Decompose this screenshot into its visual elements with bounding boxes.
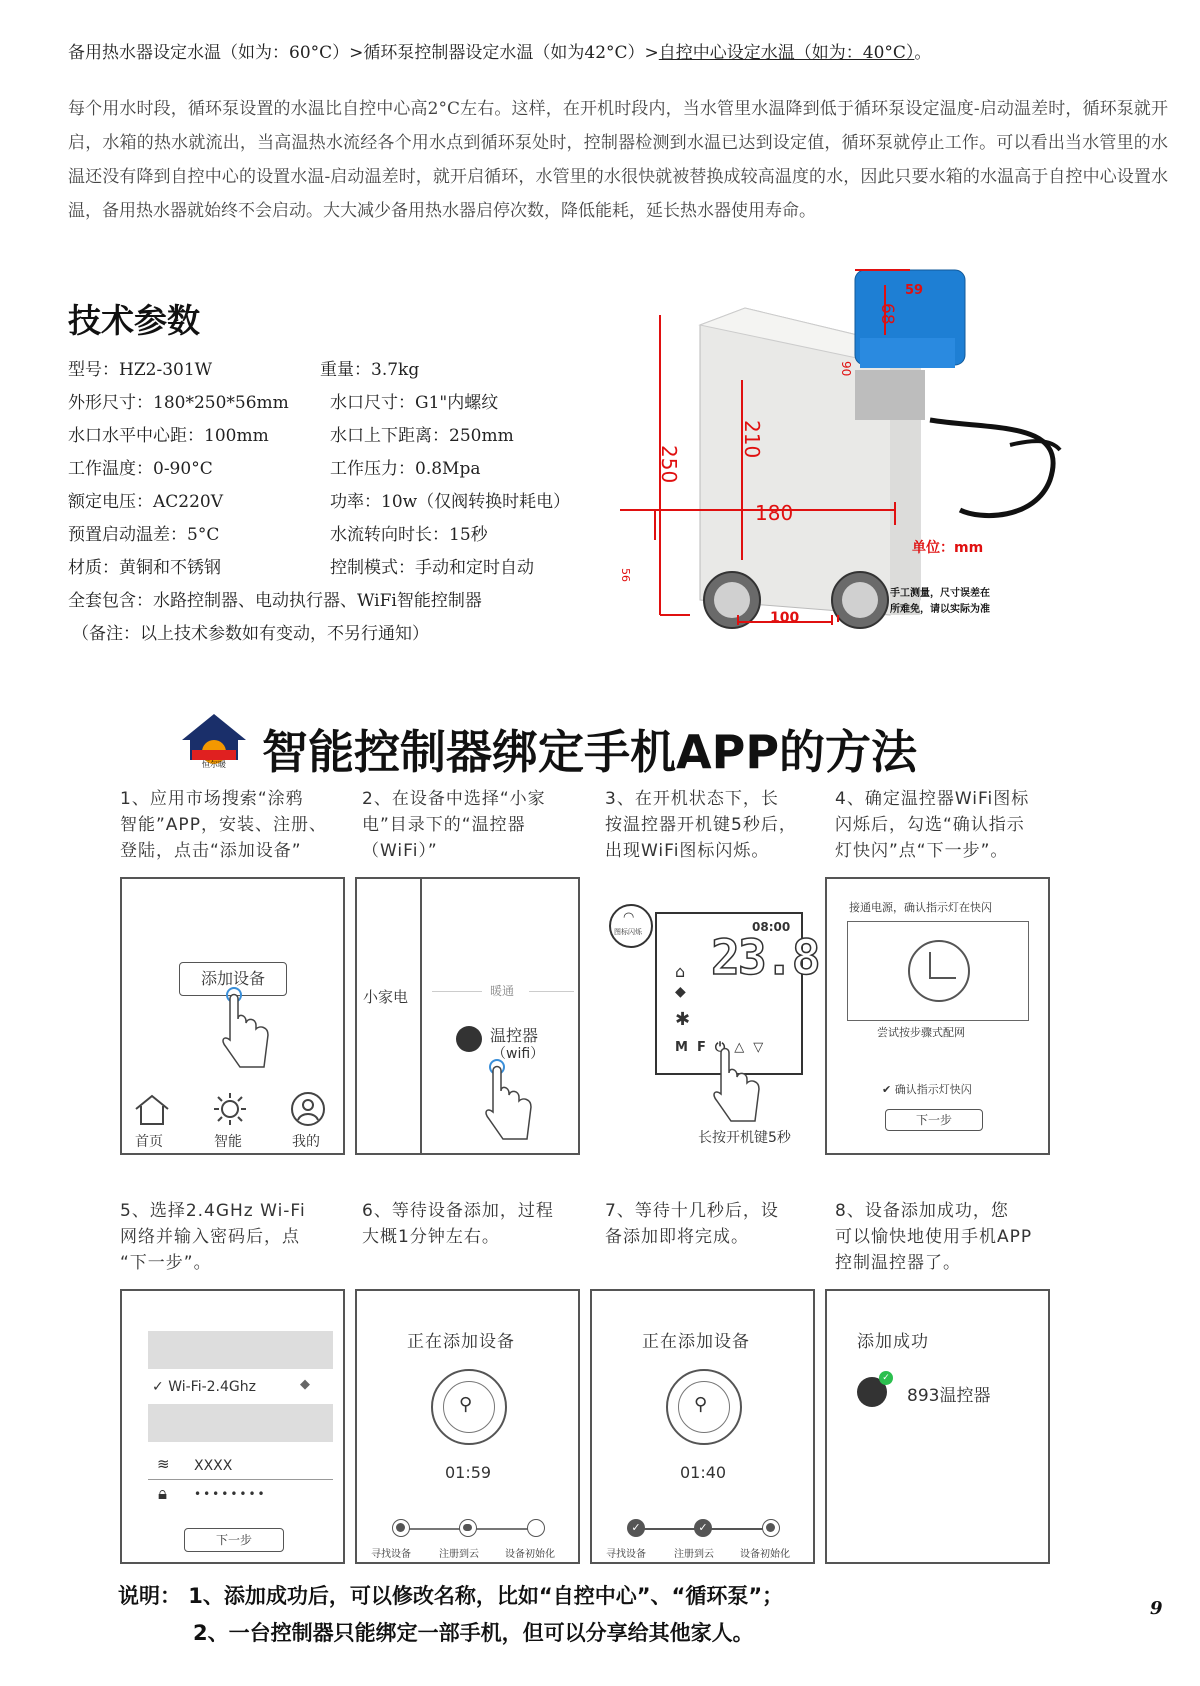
step-4-panel <box>825 877 1050 1155</box>
disclaimer-2: 所难免，请以实际为准 <box>890 604 990 615</box>
spec-model: 型号：HZ2-301W <box>68 360 213 380</box>
spec-port-size: 水口尺寸：G1"内螺纹 <box>330 393 499 413</box>
section-hvac: 暖通 <box>490 984 515 998</box>
lock-icon: 🔒︎ <box>158 1484 168 1504</box>
spec-size: 外形尺寸：180*250*56mm <box>68 393 289 413</box>
spec-diff: 预置启动温差：5°C <box>68 525 220 545</box>
step-2-text: 2、在设备中选择“小家 电”目录下的“温控器 （WiFi）” <box>362 789 546 861</box>
dim-59: 59 <box>905 283 924 298</box>
indicator-preview <box>847 921 1029 1021</box>
unit-label: 单位：mm <box>912 540 984 556</box>
valve-neck <box>855 370 925 420</box>
spec-pressure: 工作压力：0.8Mpa <box>330 459 481 479</box>
brand-logo <box>180 712 248 768</box>
tab-me-label: 我的 <box>292 1134 320 1150</box>
step-1-panel <box>120 877 345 1155</box>
spec-weight: 重量：3.7kg <box>320 360 420 380</box>
step-8-text: 8、设备添加成功，您 可以愉快地使用手机APP 控制温控器了。 <box>835 1201 1033 1273</box>
category-divider <box>420 879 422 1153</box>
wifi-network-selected[interactable]: ✓ Wi-Fi-2.4Ghz <box>152 1379 256 1395</box>
step-find-label: 寻找设备 <box>606 1549 646 1560</box>
step-5-panel <box>120 1289 345 1564</box>
countdown: 01:40 <box>680 1463 727 1482</box>
spec-h-distance: 水口水平中心距：100mm <box>68 426 269 446</box>
thermostat-device-label[interactable]: 温控器 <box>490 1026 539 1045</box>
top-line-text: 备用热水器设定水温（如为：60°C）>循环泵控制器设定水温（如为42°C）> <box>68 43 659 63</box>
step-1-text: 1、应用市场搜索“涂鸦 智能”APP，安装、注册、 登陆，点击“添加设备” <box>120 789 327 861</box>
step-5-text: 5、选择2.4GHz Wi-Fi 网络并输入密码后，点 “下一步”。 <box>120 1201 306 1273</box>
profile-icon[interactable] <box>290 1091 326 1127</box>
dim-56: 56 <box>619 568 632 582</box>
binding-title: 智能控制器绑定手机APP的方法 <box>262 725 918 779</box>
confirm-checkbox[interactable]: ✔ 确认指示灯快闪 <box>882 1083 972 1096</box>
house-icon: ⌂ <box>675 962 686 981</box>
wifi-name-field[interactable]: XXXX <box>194 1458 233 1474</box>
step-find-label: 寻找设备 <box>371 1549 411 1560</box>
try-step-mode[interactable]: 尝试按步骤式配网 <box>877 1026 965 1039</box>
spec-note: （备注：以上技术参数如有变动，不另行通知） <box>72 624 429 644</box>
temperature-display: 23.8 <box>711 930 819 986</box>
added-device-name[interactable]: 893温控器 <box>907 1386 991 1406</box>
disclaimer-1: 手工测量，尺寸误差在 <box>890 588 990 599</box>
step-init-label: 设备初始化 <box>740 1549 790 1560</box>
tab-home-label: 首页 <box>135 1134 163 1150</box>
search-icon: ⚲ <box>694 1394 708 1415</box>
dim-90: 90 <box>839 361 853 377</box>
hand-pointer-icon <box>222 985 272 1075</box>
success-title: 添加成功 <box>857 1332 929 1352</box>
spec-temp: 工作温度：0-90°C <box>68 459 213 479</box>
dim-250: 250 <box>657 445 681 484</box>
step-find-dot <box>392 1519 410 1537</box>
logo-text: 恒尔暖 <box>202 760 226 769</box>
wifi-signal-icon: ◆ <box>300 1377 310 1392</box>
init-icon <box>527 1519 545 1537</box>
note-line-2: 2、一台控制器只能绑定一部手机，但可以分享给其他家人。 <box>193 1621 754 1645</box>
adding-title: 正在添加设备 <box>642 1332 750 1352</box>
step-8-panel <box>825 1289 1050 1564</box>
search-icon: ⚲ <box>459 1394 473 1415</box>
cloud-icon <box>459 1519 477 1537</box>
wifi-icon: ≋ <box>157 1455 170 1473</box>
step-2-panel <box>355 877 580 1155</box>
check-icon: ✓ <box>152 1379 169 1395</box>
countdown: 01:59 <box>445 1463 492 1482</box>
wifi-icon: ◆ <box>675 984 686 1000</box>
actuator-lower <box>860 338 955 368</box>
dim-180: 180 <box>755 501 794 525</box>
step-7-panel <box>590 1289 815 1564</box>
page-number: 9 <box>1150 1598 1163 1619</box>
password-field[interactable]: •••••••• <box>194 1487 267 1501</box>
hand-pointer-icon <box>713 1039 763 1129</box>
step-4-text: 4、确定温控器WiFi图标 闪烁后，勾选“确认指示 灯快闪”点“下一步”。 <box>835 789 1030 861</box>
spec-voltage: 额定电压：AC220V <box>68 492 224 512</box>
intro-top-line <box>68 38 931 63</box>
step-cloud-label: 注册到云 <box>439 1549 479 1560</box>
tab-smart-label: 智能 <box>214 1134 242 1150</box>
note-line-1: 说明： 1、添加成功后，可以修改名称，比如“自控中心”、“循环泵”； <box>118 1584 784 1608</box>
thermostat-device-icon <box>456 1026 482 1052</box>
thermostat-keys[interactable]: M F ⏻ △ ▽ <box>675 1040 764 1055</box>
step-init-label: 设备初始化 <box>505 1549 555 1560</box>
next-button[interactable]: 下一步 <box>885 1109 983 1131</box>
thermostat-device-sub: （wifi） <box>492 1046 545 1062</box>
top-line-end: 。 <box>914 43 932 63</box>
spec-control: 控制模式：手动和定时自动 <box>330 558 534 578</box>
long-press-caption: 长按开机键5秒 <box>698 1130 791 1146</box>
check-circle-icon: ✔ <box>882 1083 895 1096</box>
step-active-dot <box>762 1519 780 1537</box>
hand-pointer-icon <box>485 1057 535 1147</box>
adding-title: 正在添加设备 <box>407 1332 515 1352</box>
spec-flow-time: 水流转向时长：15秒 <box>330 525 488 545</box>
top-line-underlined: 自控中心设定水温（如为：40°C） <box>658 43 915 63</box>
category-small-appliance[interactable]: 小家电 <box>363 988 409 1006</box>
success-check-icon: ✓ <box>879 1371 893 1385</box>
step-done-icon: ✓ <box>627 1519 645 1537</box>
step-3-text: 3、在开机状态下，长 按温控器开机键5秒后， 出现WiFi图标闪烁。 <box>605 789 797 861</box>
power-hint: 接通电源，确认指示灯在快闪 <box>849 901 992 914</box>
step-3-panel <box>595 877 819 1155</box>
snowflake-icon: ✱ <box>675 1009 691 1030</box>
wifi-blink-badge: 图标闪烁 ◠ <box>609 904 653 948</box>
cable <box>930 420 1053 516</box>
smart-icon[interactable] <box>212 1091 248 1127</box>
clock-display: 08:00 <box>752 920 791 934</box>
specs-title: 技术参数 <box>68 301 200 340</box>
dim-210: 210 <box>740 420 764 459</box>
add-device-button[interactable]: 添加设备 <box>179 962 287 996</box>
step-6-panel <box>355 1289 580 1564</box>
indicator-light-icon <box>904 930 974 1012</box>
step-7-text: 7、等待十几秒后，设 备添加即将完成。 <box>605 1201 779 1247</box>
intro-paragraph: 每个用水时段，循环泵设置的水温比自控中心高2°C左右。这样，在开机时段内，当水管里水温降到低于循环泵设定温度-启动温差时，循环泵就开启，水箱的热水就流出，当高温热水流经各个用水点到循环泵处时，控制器检测到水温已达到设定值，循环泵就停止工作。可以看出当水管里的水温还没有降到自控中心的设置水温-启动温差时，就开启循环，水管里的水很快就被替换成较高温度的水，因此只要水箱的水温高于自控中心设置水温，备用热水器就始终不会启动。大大减少备用热水器启停次数，降低能耗，延长热水器使用寿命。 <box>68 99 1168 221</box>
home-icon[interactable] <box>132 1093 172 1127</box>
step-cloud-label: 注册到云 <box>674 1549 714 1560</box>
step-done-icon: ✓ <box>694 1519 712 1537</box>
spec-power: 功率：10w（仅阀转换时耗电） <box>330 492 571 512</box>
step-6-text: 6、等待设备添加，过程 大概1分钟左右。 <box>362 1201 554 1247</box>
spec-full-set: 全套包含：水路控制器、电动执行器、WiFi智能控制器 <box>68 591 482 611</box>
product-diagram <box>619 270 1090 670</box>
wifi-badge-icon: ◠ <box>623 910 635 925</box>
spec-v-distance: 水口上下距离：250mm <box>330 426 514 446</box>
next-button[interactable]: 下一步 <box>184 1528 284 1552</box>
dim-100: 100 <box>770 610 800 626</box>
dim-68: 68 <box>877 303 897 325</box>
spec-material: 材质：黄铜和不锈钢 <box>68 558 221 578</box>
